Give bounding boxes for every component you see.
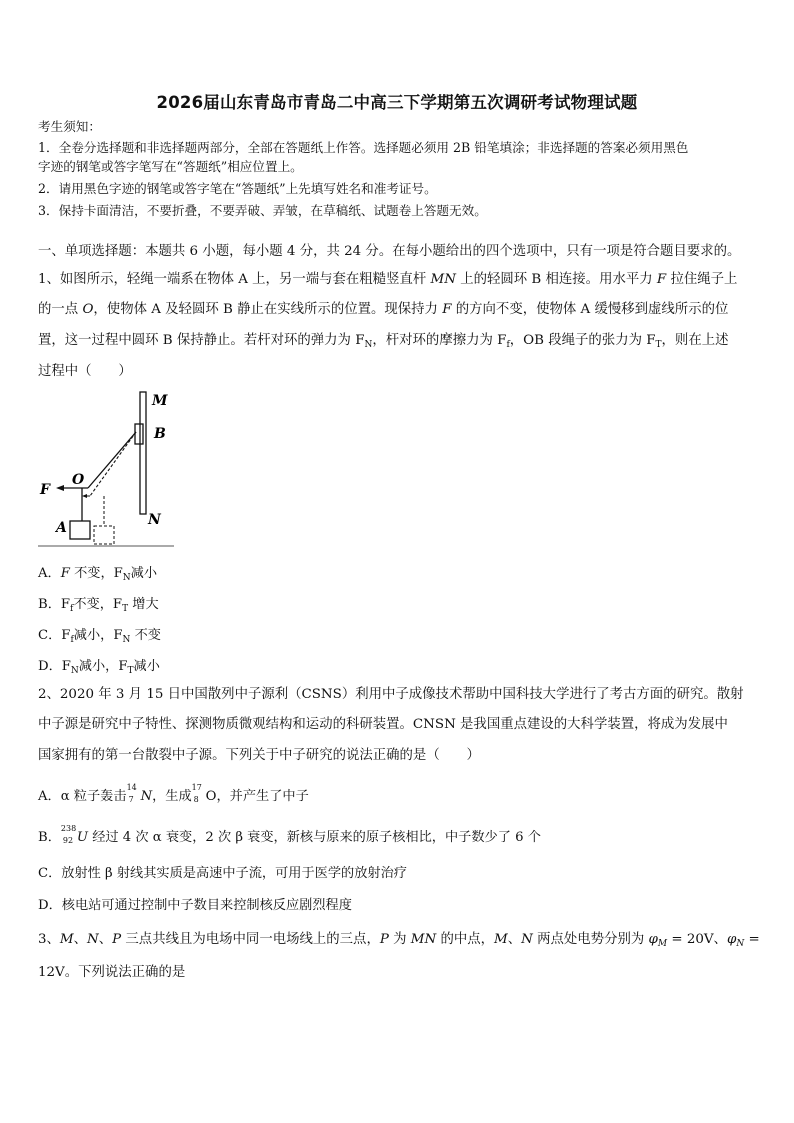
label-n: N	[148, 512, 161, 528]
label-f: F	[40, 482, 50, 498]
notice-item-1-line-1: 1．全卷分选择题和非选择题两部分，全部在答题纸上作答。选择题必须用 2B 铅笔填涂；非选择题的答案必须用黑色	[38, 140, 689, 155]
label-b: B	[154, 426, 166, 442]
q2-line-2: 中子源是研究中子特性、探测物质微观结构和运动的科研装置。CNSN 是我国重点建设的大科学装置，将成为发展中	[38, 717, 728, 732]
label-a: A	[56, 520, 67, 536]
label-m: M	[152, 393, 168, 409]
q1-line-1: 1、如图所示，轻绳一端系在物体 A 上，另一端与套在粗糙竖直杆 MN 上的轻圆环 B 相连接。用水平力 F 拉住绳子上	[38, 272, 738, 287]
q2-option-b[interactable]: B． 238 92 U 经过 4 次 α 衰变，2 次 β 衰变，新核与原来的原子核相比，中子数少了 6 个	[38, 824, 541, 845]
rope-dashed	[90, 432, 136, 496]
exam-title: 2026届山东青岛市青岛二中高三下学期第五次调研考试物理试题	[156, 93, 638, 112]
q1-line-2: 的一点 O，使物体 A 及轻圆环 B 静止在实线所示的位置。现保持力 F 的方向不变，使物体 A 缓慢移到虚线所示的位	[38, 302, 729, 317]
nuclide-u238: 238 92	[60, 824, 77, 845]
notice-heading: 考生须知：	[38, 119, 101, 134]
q1-option-c[interactable]: C．$F_f$减小，$F_N$ 不变	[38, 628, 161, 645]
notice-item-2: 2．请用黑色字迹的钢笔或答字笔在“答题纸”上先填写姓名和准考证号。	[38, 181, 437, 196]
notice-item-1-line-2: 字迹的钢笔或答字笔写在“答题纸”相应位置上。	[38, 159, 303, 174]
rope-ob	[88, 432, 136, 488]
block-a	[70, 521, 90, 539]
q3-line-1: 3、M、N、P 三点共线且为电场中同一电场线上的三点，P 为 MN 的中点，M、N 两点处电势分别为 $\varphi_M = 20V$、$\varphi_N$ =	[38, 932, 760, 949]
section-1-heading: 一、单项选择题：本题共 6 小题，每小题 4 分，共 24 分。在每小题给出的四个选项中，只有一项是符合题目要求的。	[38, 244, 741, 259]
rod-mn	[140, 392, 146, 514]
q2-option-c[interactable]: C．放射性 β 射线其实质是高速中子流，可用于医学的放射治疗	[38, 866, 407, 881]
q3-line-2: 12V。下列说法正确的是	[38, 965, 186, 980]
notice-item-3: 3．保持卡面清洁，不要折叠，不要弄破、弄皱，在草稿纸、试题卷上答题无效。	[38, 203, 487, 218]
q1-figure	[36, 388, 186, 550]
q1-line-3: 置，这一过程中圆环 B 保持静止。若杆对环的弹力为 $F_N$，杆对环的摩擦力为 $F_f$，OB 段绳子的张力为 $F_T$，则在上述	[38, 333, 729, 350]
q1-option-b[interactable]: B．$F_f$不变，$F_T$ 增大	[38, 597, 159, 614]
block-a-dashed	[94, 526, 114, 544]
q2-line-3: 国家拥有的第一台散裂中子源。下列关于中子研究的说法正确的是（ ）	[38, 748, 480, 763]
force-f-arrowhead	[56, 485, 64, 491]
ring-b	[135, 424, 143, 444]
q2-option-d[interactable]: D．核电站可通过控制中子数目来控制核反应剧烈程度	[38, 898, 352, 913]
nuclide-n14: 14 7	[126, 783, 137, 804]
q1-option-d[interactable]: D．$F_N$减小，$F_T$减小	[38, 659, 160, 676]
label-o: O	[72, 472, 85, 488]
force-f-dashed-arrowhead	[82, 494, 87, 498]
q1-option-a[interactable]: A．F 不变，$F_N$减小	[38, 566, 158, 583]
q1-line-4: 过程中（ ）	[38, 364, 132, 379]
nuclide-o17: 17 8	[191, 783, 202, 804]
q2-option-a[interactable]: A．α 粒子轰击 14 7 N，生成 17 8 O，并产生了中子	[38, 783, 309, 804]
q2-line-1: 2、2020 年 3 月 15 日中国散列中子源利（CSNS）利用中子成像技术帮助中国科技大学进行了考古方面的研究。散射	[38, 687, 744, 702]
